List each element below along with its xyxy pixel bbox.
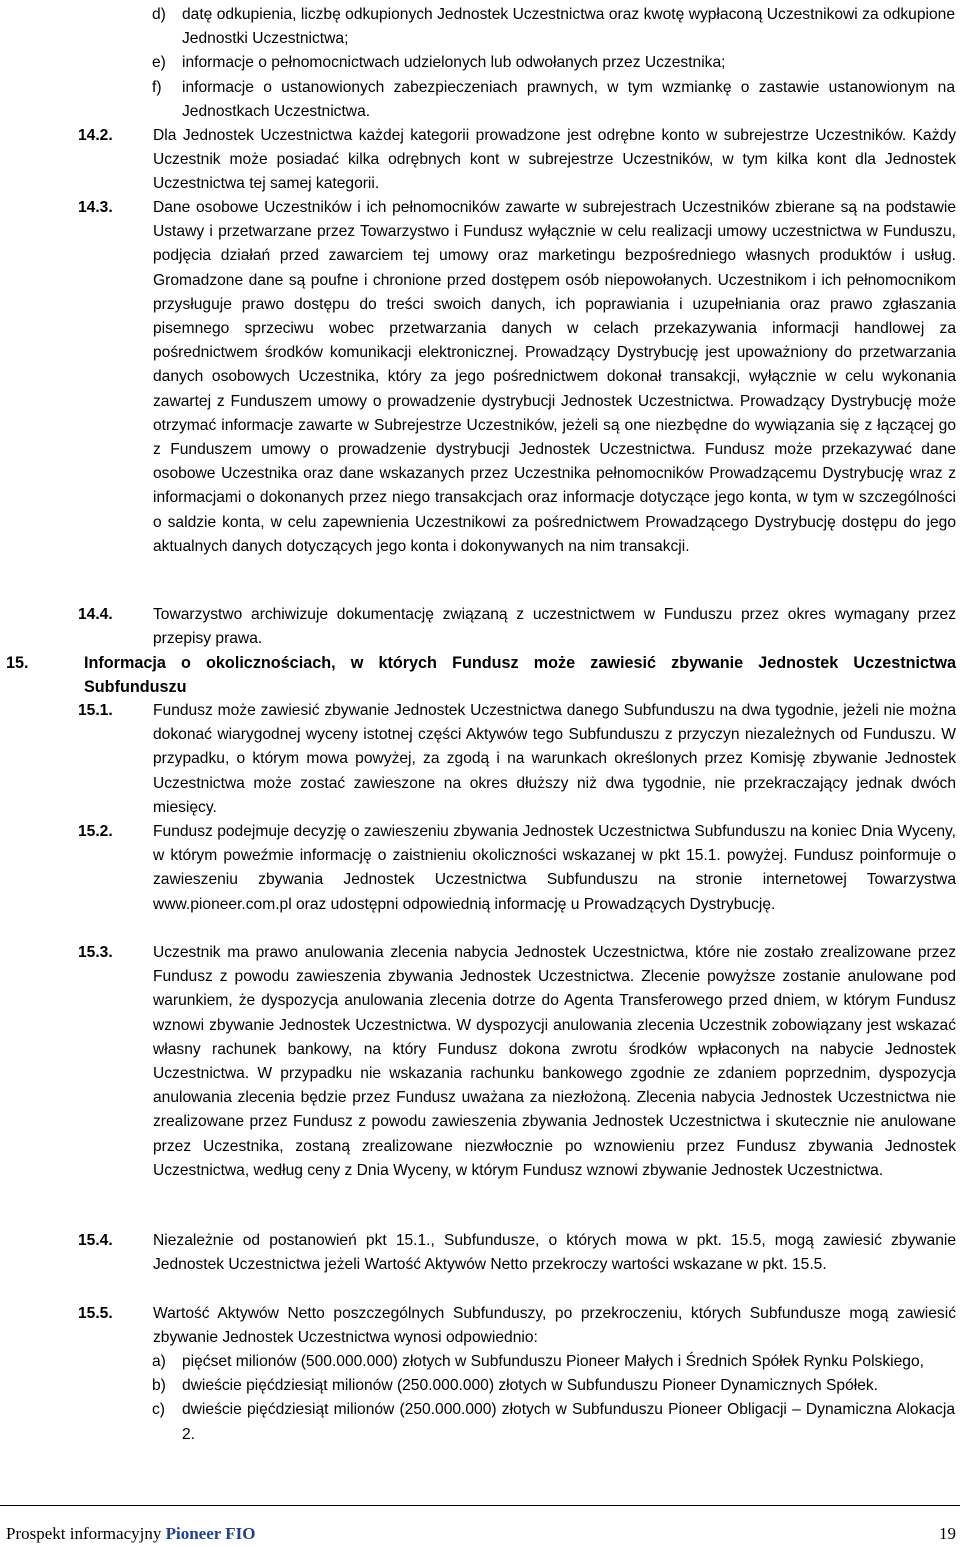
- item-text: pięćset milionów (500.000.000) złotych w Subfunduszu Pioneer Małych i Średnich Spółek Rynku Polskiego,: [182, 1353, 924, 1370]
- paragraph-number: 14.2.: [78, 127, 113, 144]
- paragraph: [0, 196, 960, 559]
- item-letter: f): [152, 78, 162, 96]
- section-15-5-list: [0, 1350, 960, 1447]
- item-letter: c): [152, 1401, 165, 1419]
- paragraph: [0, 1229, 960, 1277]
- list-item: [0, 76, 960, 124]
- list-item: [0, 51, 960, 75]
- section-14: [0, 124, 960, 197]
- item-text: dwieście pięćdziesiąt milionów (250.000.000) złotych w Subfunduszu Pioneer Obligacji – Dynamiczna Alokacja 2.: [182, 1401, 955, 1443]
- paragraph: [0, 941, 960, 1183]
- footer-title: Prospekt informacyjny: [6, 1524, 166, 1543]
- item-letter: e): [152, 54, 166, 72]
- paragraph: [0, 1302, 960, 1350]
- item-letter: a): [152, 1353, 166, 1370]
- section-15-3: [0, 941, 960, 1183]
- paragraph-text: Dane osobowe Uczestników i ich pełnomocników zawarte w subrejestrach Uczestników zbierane są na podstawie Ustawy i przetwarzane przez Towarzystwo i Fundusz wyłącznie w celu realizacji umowy uczestnictwa w Funduszu, podjęcia działań przed zawarciem tej umowy oraz marketingu bezpośredniego własnych produktów i usług. Gromadzone dane są poufne i chronione przed dostępem osób niepowołanych. Uczestnikom i ich pełnomocnikom przysługuje prawo dostępu do treści swoich danych, ich poprawiania i uzupełniania oraz prawo zgłaszania pisemnego sprzeciwu wobec przetwarzania danych w celach przekazywania informacji handlowej za pośrednictwem środków komunikacji elektronicznej. Prowadzący Dystrybucję jest upoważniony do przetwarzania danych osobowych Uczestnika, który za jego pośrednictwem dokonał transakcji, wyłącznie w celu wykonania zawartej z Funduszem umowy o prowadzenie dystrybucji Jednostek Uczestnictwa. Prowadzący Dystrybucję może otrzymać informacje zawarte w Subrejestrze Uczestników, jeżeli są one niezbędne do wywiązania się z łączącej go z Funduszem umowy o prowadzenie dystrybucji Jednostek Uczestnictwa. Fundusz może przekazywać dane osobowe Uczestnika oraz dane wskazanych przez Uczestnika pełnomocników Prowadzącemu Dystrybucję wraz z informacjami o dokonanych przez niego transakcjach oraz informacje dotyczące jego konta, w tym w szczególności o saldzie konta, w celu zapewnienia Uczestnikowi za pośrednictwem Prowadzącego Dystrybucję dostępu do jego aktualnych danych dotyczących jego konta i dokonywanych na nim transakcji.: [153, 199, 956, 555]
- list-item: [0, 1374, 960, 1398]
- section-14-4: [0, 603, 960, 651]
- item-text: informacje o pełnomocnictwach udzielonych lub odwołanych przez Uczestnika;: [182, 54, 726, 72]
- page-footer: [6, 1522, 956, 1546]
- intro-list: [0, 3, 960, 124]
- section-heading: [0, 651, 960, 699]
- paragraph-text: Wartość Aktywów Netto poszczególnych Subfunduszy, po przekroczeniu, których Subfundusze mogą zawiesić zbywanie Jednostek Uczestnictwa wynosi odpowiednio:: [153, 1305, 956, 1347]
- paragraph-number: 14.4.: [78, 606, 113, 623]
- paragraph-number: 15.5.: [78, 1305, 113, 1322]
- paragraph: [0, 603, 960, 651]
- section-15-2: [0, 820, 960, 917]
- item-text: informacje o ustanowionych zabezpieczeniach prawnych, w tym wzmiankę o zastawie ustanowionym na Jednostkach Uczestnictwa.: [182, 78, 955, 120]
- paragraph-text: Towarzystwo archiwizuje dokumentację związaną z uczestnictwem w Funduszu przez okres wymagany przez przepisy prawa.: [153, 606, 956, 648]
- page-number: 19: [939, 1524, 956, 1543]
- item-letter: b): [152, 1377, 166, 1395]
- paragraph: [0, 699, 960, 820]
- paragraph-text: Fundusz podejmuje decyzję o zawieszeniu zbywania Jednostek Uczestnictwa Subfunduszu na koniec Dnia Wyceny, w którym poweźmie informację o zaistnieniu okoliczności wskazanej w pkt 15.1. powyżej. Fundusz poinformuje o zawieszeniu zbywania Jednostek Uczestnictwa Subfunduszu na stronie internetowej Towarzystwa www.pioneer.com.pl oraz udostępni odpowiednią informację u Prowadzących Dystrybucję.: [153, 823, 956, 913]
- item-letter: d): [152, 6, 166, 23]
- section-15-1: [0, 699, 960, 820]
- paragraph-number: 14.3.: [78, 199, 113, 216]
- paragraph-text: Dla Jednostek Uczestnictwa każdej kategorii prowadzone jest odrębne konto w subrejestrze Uczestników. Każdy Uczestnik może posiadać kilka odrębnych kont w subrejestrze Uczestników, w tym kilka kont dla Jednostek Uczestnictwa tej samej kategorii.: [153, 127, 956, 193]
- list-item: [0, 3, 960, 51]
- footer-divider: [0, 1505, 960, 1506]
- paragraph-number: 15.3.: [78, 944, 113, 961]
- footer-title-group: [6, 1522, 255, 1546]
- paragraph-text: Fundusz może zawiesić zbywanie Jednostek Uczestnictwa danego Subfunduszu na dwa tygodnie, jeżeli nie można dokonać wiarygodnej wyceny istotnej części Aktywów tego Subfunduszu z przyczyn niezależnych od Funduszu. W przypadku, o którym mowa powyżej, za zgodą i na warunkach określonych przez Komisję zbywanie Jednostek Uczestnictwa może zostać zawieszone na okres dłuższy niż dwa tygodnie, nie przekraczający jednak dwóch miesięcy.: [153, 702, 956, 816]
- item-text: dwieście pięćdziesiąt milionów (250.000.000) złotych w Subfunduszu Pioneer Dynamicznych Spółek.: [182, 1377, 879, 1395]
- paragraph-number: 15.4.: [78, 1232, 113, 1249]
- list-item: [0, 1350, 960, 1374]
- item-text: datę odkupienia, liczbę odkupionych Jednostek Uczestnictwa oraz kwotę wypłaconą Uczestnikowi za odkupione Jednostki Uczestnictwa;: [182, 6, 955, 48]
- section-14-3: [0, 196, 960, 559]
- paragraph: [0, 820, 960, 917]
- heading-row: [0, 651, 960, 699]
- paragraph-number: 15.1.: [78, 702, 113, 719]
- paragraph: [0, 124, 960, 197]
- heading-text: Informacja o okolicznościach, w których Fundusz może zawiesić zbywanie Jednostek Uczestnictwa Subfunduszu: [84, 654, 956, 697]
- section-15-5: [0, 1302, 960, 1350]
- heading-number: 15.: [6, 654, 29, 672]
- list-item: [0, 1398, 960, 1446]
- paragraph-text: Uczestnik ma prawo anulowania zlecenia nabycia Jednostek Uczestnictwa, które nie zostało zrealizowane przez Fundusz z powodu zawieszenia zbywania Jednostek Uczestnictwa. Zlecenie powyższe zostanie anulowane pod warunkiem, że dyspozycja anulowania zlecenia dotrze do Agenta Transferowego przed dniem, w którym Fundusz wznowi zbywanie Jednostek Uczestnictwa. W dyspozycji anulowania zlecenia Uczestnik zobowiązany jest wskazać własny rachunek bankowy, na który Fundusz dokona zwrotu środków wpłaconych na nabycie Jednostek Uczestnictwa. W przypadku nie wskazania rachunku bankowego zgodnie ze zdaniem poprzednim, dyspozycja anulowania zlecenia będzie przez Fundusz uważana za niezłożoną. Zlecenia nabycia Jednostek Uczestnictwa nie zrealizowane przez Fundusz z powodu zawieszenia zbywania Jednostek Uczestnictwa i skutecznie nie anulowane przez Uczestnika, zostaną zrealizowane niezwłocznie po wznowieniu przez Fundusz zbywania Jednostek Uczestnictwa, według ceny z Dnia Wyceny, w którym Fundusz wznowi zbywanie Jednostek Uczestnictwa.: [153, 944, 956, 1179]
- paragraph-number: 15.2.: [78, 823, 113, 840]
- paragraph-text: Niezależnie od postanowień pkt 15.1., Subfundusze, o których mowa w pkt. 15.5, mogą zawiesić zbywanie Jednostek Uczestnictwa jeżeli Wartość Aktywów Netto przekroczy wartości wskazane w pkt. 15.5.: [153, 1232, 956, 1274]
- section-15-4: [0, 1229, 960, 1277]
- footer-brand: Pioneer FIO: [165, 1524, 256, 1543]
